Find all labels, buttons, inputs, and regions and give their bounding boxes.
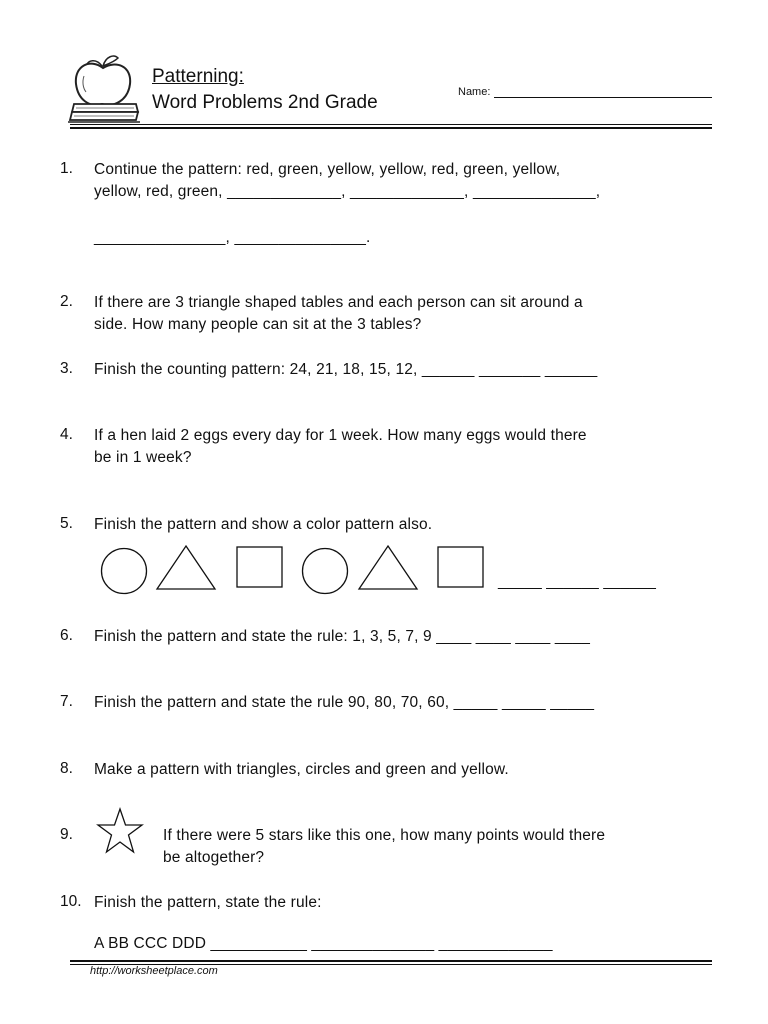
question-number: 4.	[60, 426, 73, 443]
page-subtitle: Word Problems 2nd Grade	[152, 92, 378, 113]
circle-icon	[301, 547, 349, 595]
question-text: Make a pattern with triangles, circles and green and yellow.	[94, 761, 509, 778]
triangle-icon	[357, 545, 419, 591]
header-divider-thin	[70, 124, 712, 125]
question-text: be in 1 week?	[94, 449, 192, 466]
question-text: Finish the pattern and state the rule: 1, 3, 5, 7, 9 ____ ____ ____ ____	[94, 628, 590, 645]
footer-divider-thick	[70, 960, 712, 962]
question-text: A BB CCC DDD ___________ ______________ _____________	[94, 935, 553, 952]
apple-on-books-icon	[66, 48, 142, 128]
question-number: 7.	[60, 693, 73, 710]
square-icon	[236, 546, 283, 588]
footer-url[interactable]: http://worksheetplace.com	[90, 965, 218, 977]
question-text: yellow, red, green, _____________, _____________, ______________,	[94, 183, 601, 200]
question-text: Continue the pattern: red, green, yellow, yellow, red, green, yellow,	[94, 161, 561, 178]
question-text: side. How many people can sit at the 3 tables?	[94, 316, 422, 333]
question-number: 8.	[60, 760, 73, 777]
star-icon	[96, 808, 144, 854]
circle-icon	[100, 547, 148, 595]
square-icon	[437, 546, 484, 588]
question-number: 6.	[60, 627, 73, 644]
question-text: Finish the counting pattern: 24, 21, 18, 15, 12, ______ _______ ______	[94, 361, 598, 378]
question-number: 3.	[60, 360, 73, 377]
answer-blanks[interactable]: _____ ______ ______	[498, 573, 657, 590]
question-text: If a hen laid 2 eggs every day for 1 week. How many eggs would there	[94, 427, 587, 444]
question-text: Finish the pattern, state the rule:	[94, 894, 322, 911]
triangle-icon	[155, 545, 217, 591]
header-divider-thick	[70, 127, 712, 129]
question-text: be altogether?	[163, 849, 265, 866]
question-text: If there were 5 stars like this one, how many points would there	[163, 827, 606, 844]
question-number: 10.	[60, 893, 82, 910]
question-number: 1.	[60, 160, 73, 177]
name-field[interactable]	[494, 97, 712, 98]
question-number: 5.	[60, 515, 73, 532]
page-title: Patterning:	[152, 66, 244, 87]
question-text: _______________, _______________.	[94, 229, 371, 246]
question-number: 2.	[60, 293, 73, 310]
question-number: 9.	[60, 826, 73, 843]
name-label: Name:	[458, 86, 491, 98]
question-text: If there are 3 triangle shaped tables and each person can sit around a	[94, 294, 583, 311]
question-text: Finish the pattern and state the rule 90, 80, 70, 60, _____ _____ _____	[94, 694, 595, 711]
question-text: Finish the pattern and show a color pattern also.	[94, 516, 433, 533]
